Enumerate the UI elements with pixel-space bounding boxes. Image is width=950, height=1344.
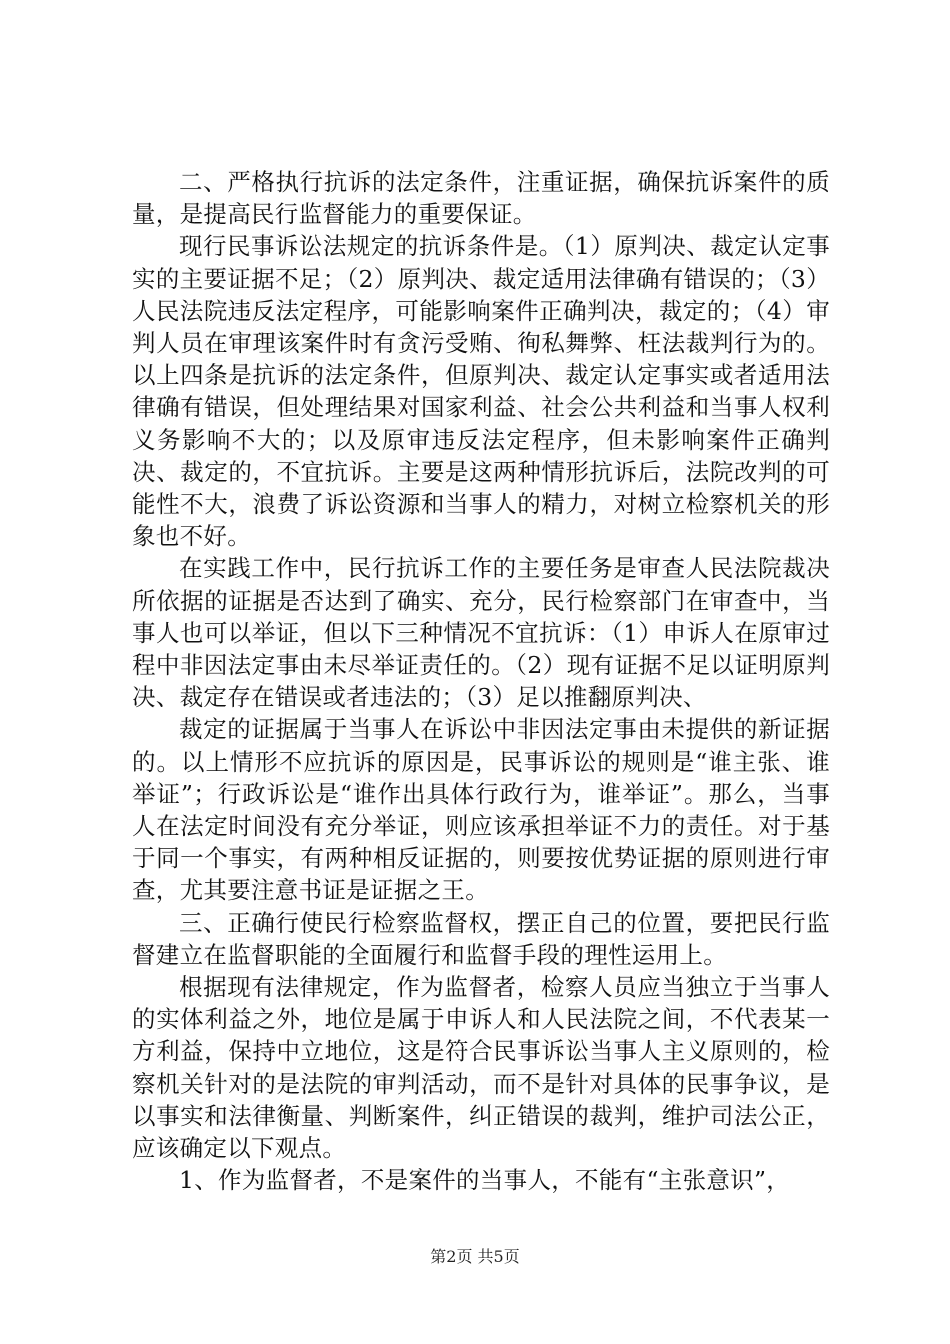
- document-body: [0, 166, 950, 1197]
- paragraph-evidence-rules: 裁定的证据属于当事人在诉讼中非因法定事由未提供的新证据的。以上情形不应抗诉的原因是，民事诉讼的规则是“谁主张、谁举证”；行政诉讼是“谁作出具体行政行为，谁举证”。那么，当事人在法定时间没有充分举证，则应该承担举证不力的责任。对于基于同一个事实，有两种相反证据的，则要按优势证据的原则进行审查，尤其要注意书证是证据之王。: [132, 715, 830, 905]
- paragraph-point-one: 1、作为监督者，不是案件的当事人，不能有“主张意识”，: [179, 1166, 791, 1195]
- paragraph-protest-conditions: 现行民事诉讼法规定的抗诉条件是。（1）原判决、裁定认定事实的主要证据不足；（2）原判决、裁定适用法律确有错误的；（3）人民法院违反法定程序，可能影响案件正确判决，裁定的；（4）审判人员在审理该案件时有贪污受贿、徇私舞弊、枉法裁判行为的。以上四条是抗诉的法定条件，但原判决、裁定认定事实或者适用法律确有错误，但处理结果对国家利益、社会公共利益和当事人权利义务影响不大的；以及原审违反法定程序，但未影响案件正确判决、裁定的，不宜抗诉。主要是这两种情形抗诉后，法院改判的可能性不大，浪费了诉讼资源和当事人的精力，对树立检察机关的形象也不好。: [132, 232, 830, 551]
- paragraph-section-three-heading: 三、正确行使民行检察监督权，摆正自己的位置，要把民行监督建立在监督职能的全面履行和监督手段的理性运用上。: [132, 908, 830, 969]
- paragraph-practice-work: 在实践工作中，民行抗诉工作的主要任务是审查人民法院裁决所依据的证据是否达到了确实、充分，民行检察部门在审查中，当事人也可以举证，但以下三种情况不宜抗诉：（1）申诉人在原审过程中非因法定事由未尽举证责任的。（2）现有证据不足以证明原判决、裁定存在错误或者违法的；（3）足以推翻原判决、: [132, 554, 830, 712]
- paragraph-section-two-heading: 二、严格执行抗诉的法定条件，注重证据，确保抗诉案件的质量，是提高民行监督能力的重要保证。: [132, 168, 830, 229]
- paragraph-legal-provisions: 根据现有法律规定，作为监督者，检察人员应当独立于当事人的实体利益之外，地位是属于申诉人和人民法院之间，不代表某一方利益，保持中立地位，这是符合民事诉讼当事人主义原则的，检察机关针对的是法院的审判活动，而不是针对具体的民事争议，是以事实和法律衡量、判断案件，纠正错误的裁判，维护司法公正，应该确定以下观点。: [132, 973, 830, 1163]
- page-footer: 第2页 共5页: [430, 1247, 520, 1266]
